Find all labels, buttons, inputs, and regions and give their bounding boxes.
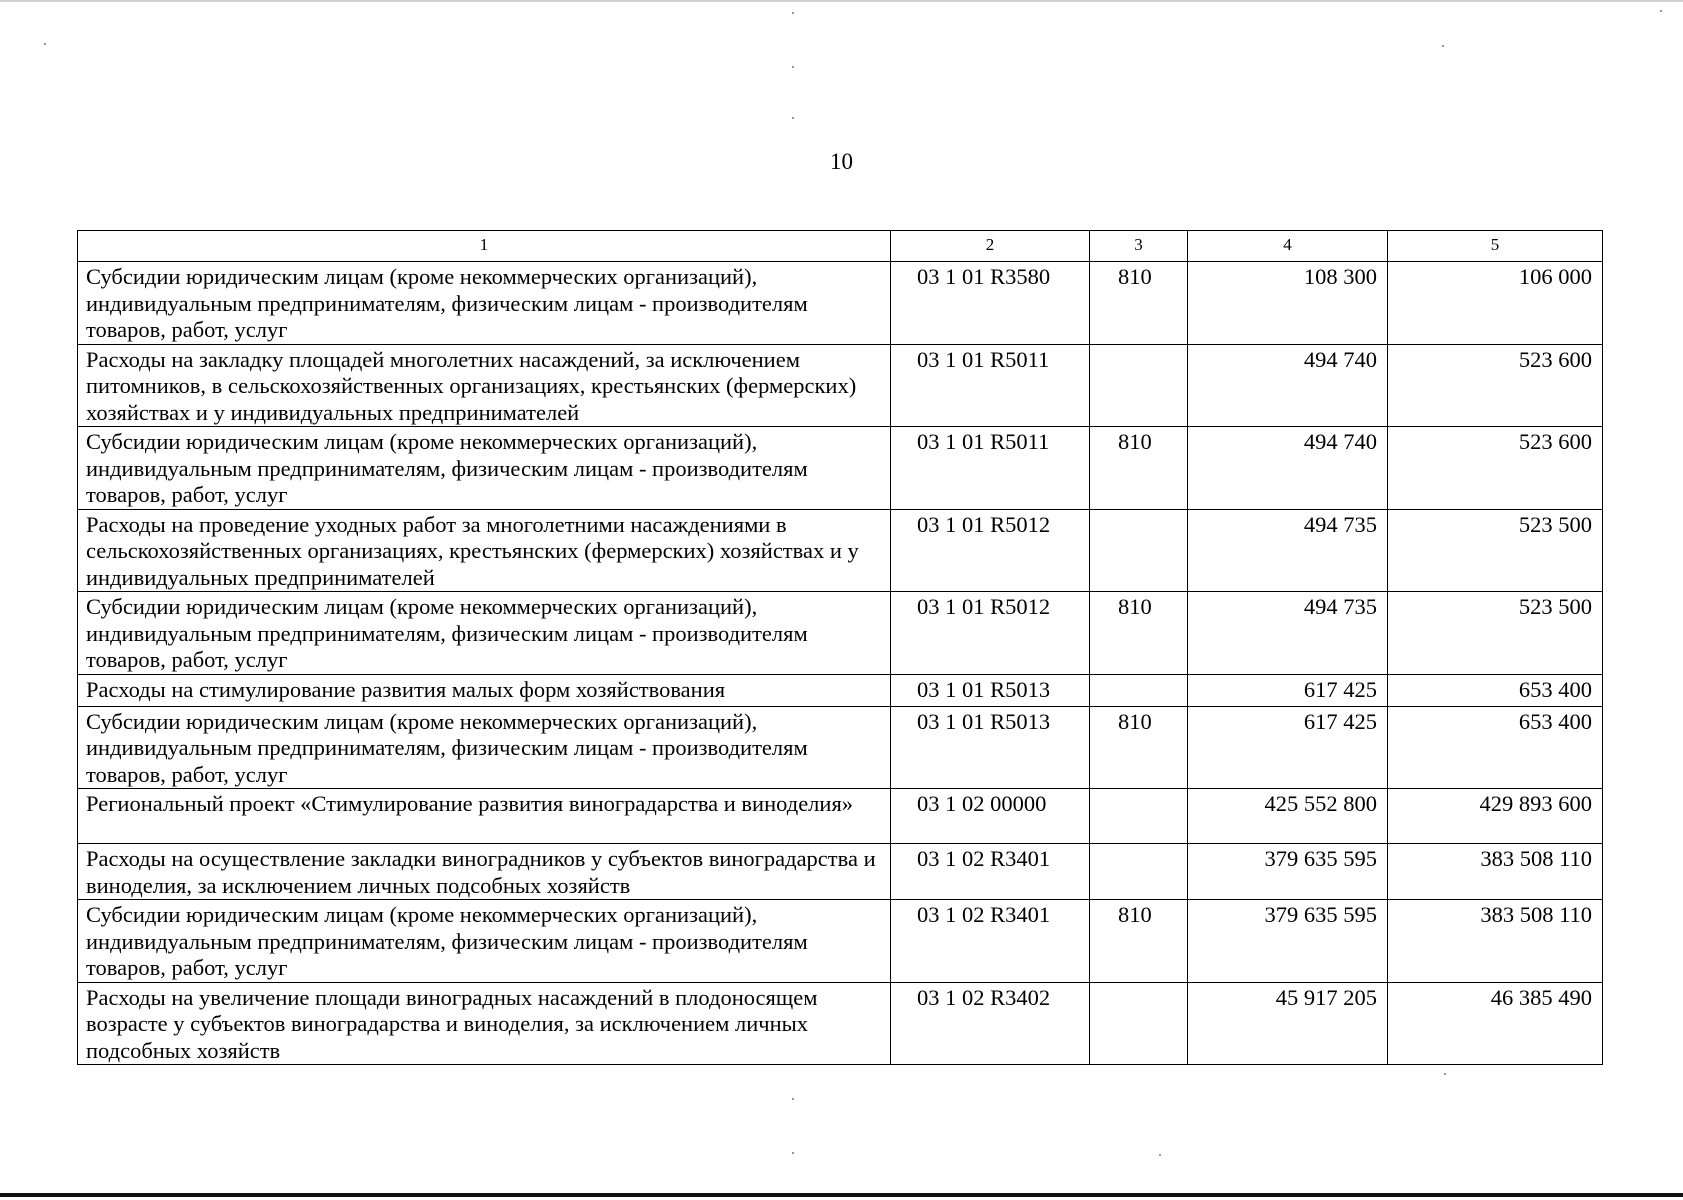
header-col-4: 4 xyxy=(1188,231,1388,262)
budget-code-cell: 03 1 01 R5013 xyxy=(891,674,1090,706)
expense-name-cell: Субсидии юридическим лицам (кроме некоммерческих организаций), индивидуальным предпринимателям, физическим лицам - производителям товаров, работ, услуг xyxy=(78,262,891,345)
amount-year1-cell: 494 735 xyxy=(1188,592,1388,675)
amount-year1-cell: 617 425 xyxy=(1188,706,1388,789)
budget-code-cell: 03 1 02 00000 xyxy=(891,789,1090,844)
budget-code-cell: 03 1 02 R3401 xyxy=(891,844,1090,900)
amount-year2-cell: 383 508 110 xyxy=(1388,900,1603,983)
expense-type-cell xyxy=(1090,344,1188,427)
budget-code-cell: 03 1 01 R5011 xyxy=(891,344,1090,427)
amount-year2-cell: 46 385 490 xyxy=(1388,982,1603,1065)
table-row xyxy=(78,900,1603,983)
expense-type-cell xyxy=(1090,789,1188,844)
table-header-row xyxy=(78,231,1603,262)
amount-year2-cell: 429 893 600 xyxy=(1388,789,1603,844)
budget-code-cell: 03 1 02 R3401 xyxy=(891,900,1090,983)
expense-name-cell: Субсидии юридическим лицам (кроме некоммерческих организаций), индивидуальным предпринимателям, физическим лицам - производителям товаров, работ, услуг xyxy=(78,900,891,983)
scan-speck xyxy=(792,1152,794,1154)
amount-year2-cell: 383 508 110 xyxy=(1388,844,1603,900)
amount-year1-cell: 617 425 xyxy=(1188,674,1388,706)
header-col-5: 5 xyxy=(1388,231,1603,262)
expense-name-cell: Субсидии юридическим лицам (кроме некоммерческих организаций), индивидуальным предпринимателям, физическим лицам - производителям товаров, работ, услуг xyxy=(78,427,891,510)
amount-year1-cell: 45 917 205 xyxy=(1188,982,1388,1065)
scan-speck xyxy=(792,117,794,119)
expense-type-cell: 810 xyxy=(1090,900,1188,983)
scan-top-edge xyxy=(0,0,1683,2)
scan-speck xyxy=(792,12,794,14)
amount-year1-cell: 379 635 595 xyxy=(1188,844,1388,900)
table-row xyxy=(78,674,1603,706)
amount-year2-cell: 653 400 xyxy=(1388,706,1603,789)
expense-type-cell xyxy=(1090,509,1188,592)
budget-code-cell: 03 1 01 R5011 xyxy=(891,427,1090,510)
expense-name-cell: Субсидии юридическим лицам (кроме некоммерческих организаций), индивидуальным предпринимателям, физическим лицам - производителям товаров, работ, услуг xyxy=(78,592,891,675)
expense-type-cell xyxy=(1090,982,1188,1065)
expense-type-cell: 810 xyxy=(1090,427,1188,510)
table-row xyxy=(78,706,1603,789)
scan-speck xyxy=(1442,45,1444,47)
amount-year2-cell: 106 000 xyxy=(1388,262,1603,345)
header-col-3: 3 xyxy=(1090,231,1188,262)
header-col-2: 2 xyxy=(891,231,1090,262)
amount-year2-cell: 523 500 xyxy=(1388,509,1603,592)
expense-type-cell: 810 xyxy=(1090,706,1188,789)
budget-code-cell: 03 1 01 R5013 xyxy=(891,706,1090,789)
table-row xyxy=(78,509,1603,592)
amount-year2-cell: 523 500 xyxy=(1388,592,1603,675)
budget-table xyxy=(77,230,1603,1065)
scan-speck xyxy=(44,43,46,45)
amount-year2-cell: 523 600 xyxy=(1388,344,1603,427)
amount-year1-cell: 494 740 xyxy=(1188,427,1388,510)
scan-speck xyxy=(792,66,794,68)
scan-speck xyxy=(792,1098,794,1100)
expense-name-cell: Расходы на проведение уходных работ за многолетними насаждениями в сельскохозяйственных организациях, крестьянских (фермерских) хозяйствах и у индивидуальных предпринимателей xyxy=(78,509,891,592)
table-row xyxy=(78,262,1603,345)
budget-code-cell: 03 1 01 R3580 xyxy=(891,262,1090,345)
table-row xyxy=(78,592,1603,675)
expense-type-cell xyxy=(1090,674,1188,706)
expense-name-cell: Субсидии юридическим лицам (кроме некоммерческих организаций), индивидуальным предпринимателям, физическим лицам - производителям товаров, работ, услуг xyxy=(78,706,891,789)
budget-code-cell: 03 1 01 R5012 xyxy=(891,509,1090,592)
expense-type-cell: 810 xyxy=(1090,262,1188,345)
amount-year1-cell: 494 735 xyxy=(1188,509,1388,592)
table-row xyxy=(78,789,1603,844)
header-col-1: 1 xyxy=(78,231,891,262)
expense-name-cell: Региональный проект «Стимулирование развития виноградарства и виноделия» xyxy=(78,789,891,844)
amount-year1-cell: 494 740 xyxy=(1188,344,1388,427)
budget-code-cell: 03 1 01 R5012 xyxy=(891,592,1090,675)
table-row xyxy=(78,844,1603,900)
amount-year1-cell: 108 300 xyxy=(1188,262,1388,345)
table-row xyxy=(78,427,1603,510)
page-number: 10 xyxy=(830,149,853,174)
table-row xyxy=(78,344,1603,427)
expense-name-cell: Расходы на увеличение площади виноградных насаждений в плодоносящем возрасте у субъектов виноградарства и виноделия, за исключением личных подсобных хозяйств xyxy=(78,982,891,1065)
expense-type-cell: 810 xyxy=(1090,592,1188,675)
budget-code-cell: 03 1 02 R3402 xyxy=(891,982,1090,1065)
scan-speck xyxy=(1660,10,1662,12)
expense-name-cell: Расходы на закладку площадей многолетних насаждений, за исключением питомников, в сельскохозяйственных организациях, крестьянских (фермерских) хозяйствах и у индивидуальных предпринимателей xyxy=(78,344,891,427)
expense-name-cell: Расходы на стимулирование развития малых форм хозяйствования xyxy=(78,674,891,706)
table-row xyxy=(78,982,1603,1065)
expense-type-cell xyxy=(1090,844,1188,900)
amount-year2-cell: 653 400 xyxy=(1388,674,1603,706)
expense-name-cell: Расходы на осуществление закладки виноградников у субъектов виноградарства и виноделия, за исключением личных подсобных хозяйств xyxy=(78,844,891,900)
amount-year1-cell: 425 552 800 xyxy=(1188,789,1388,844)
scan-speck xyxy=(1159,1154,1161,1156)
amount-year1-cell: 379 635 595 xyxy=(1188,900,1388,983)
scan-bottom-edge xyxy=(0,1193,1683,1197)
amount-year2-cell: 523 600 xyxy=(1388,427,1603,510)
scan-speck xyxy=(1444,1073,1446,1075)
